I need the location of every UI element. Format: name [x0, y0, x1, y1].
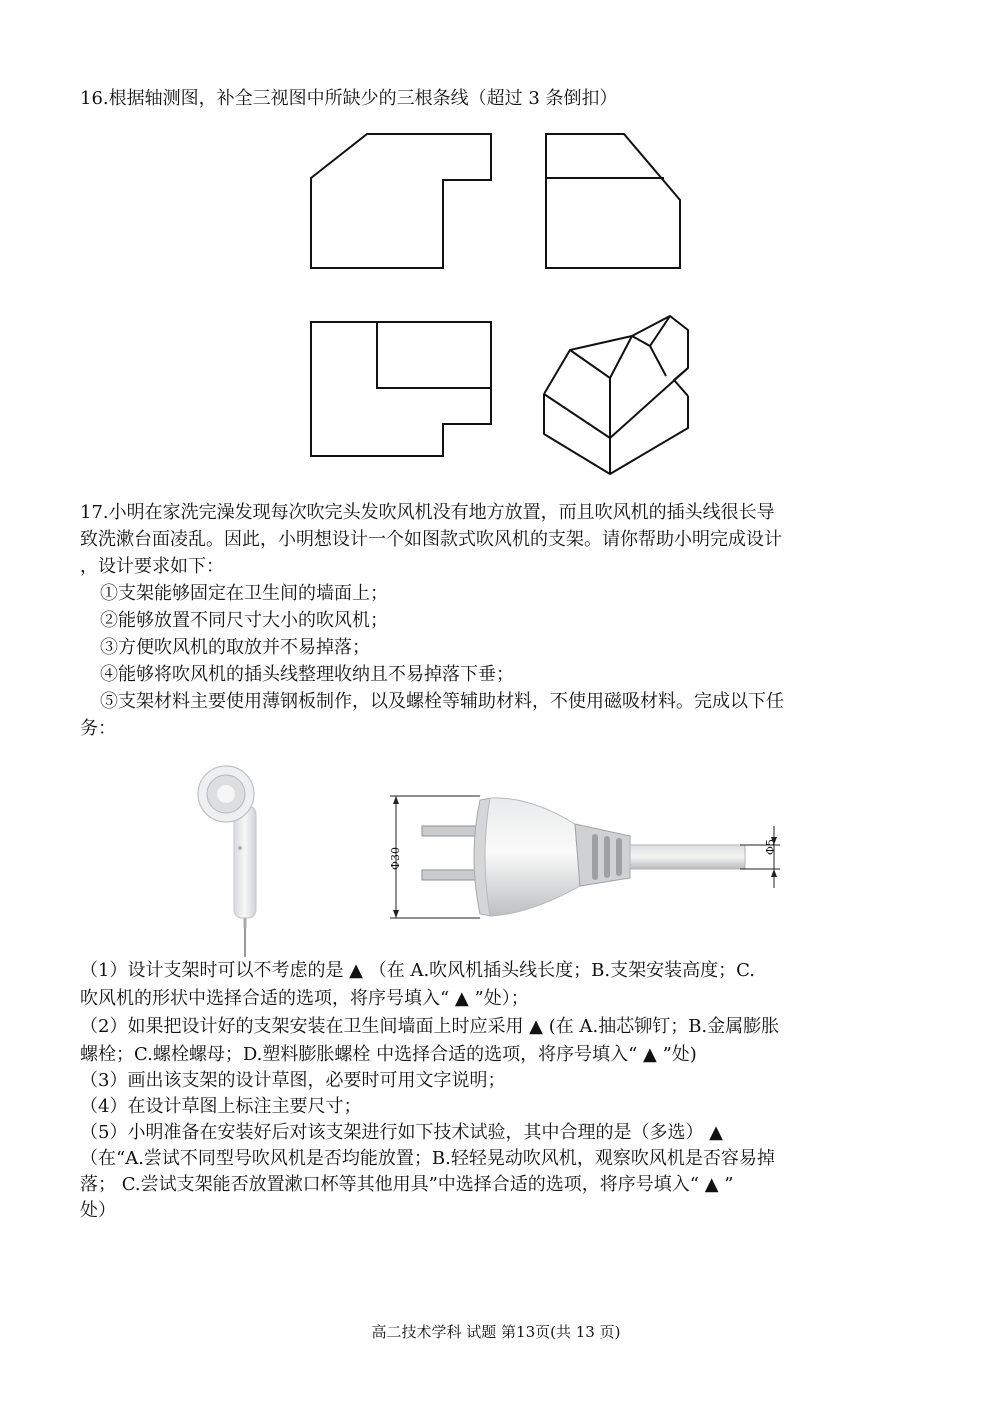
q16-prompt: 16.根据轴测图，补全三视图中所缺少的三根条线（超过 3 条倒扣）	[80, 88, 618, 109]
task-line: （在“A.尝试不同型号吹风机是否均能放置；B.轻轻晃动吹风机，观察吹风机是否容易掉	[80, 1148, 775, 1169]
q17-requirement: ①支架能够固定在卫生间的墙面上；	[100, 583, 388, 604]
q17-requirement: ②能够放置不同尺寸大小的吹风机；	[100, 610, 388, 631]
q17-intro-line: 17.小明在家洗完澡发现每次吹完头发吹风机没有地方放置，而且吹风机的插头线很长导	[80, 502, 775, 523]
task-line: （3）画出该支架的设计草图，必要时可用文字说明；	[80, 1070, 506, 1091]
q17-requirement-tail: 务：	[80, 718, 116, 739]
front-view-drawing	[305, 128, 495, 273]
task-line: 落； C.尝试支架能否放置漱口杯等其他用具”中选择合适的选项，将序号填入“ ▲ ”	[80, 1174, 734, 1195]
top-view-drawing	[305, 316, 495, 461]
hair-dryer-image	[190, 762, 280, 957]
task-line: （2）如果把设计好的支架安装在卫生间墙面上时应采用 ▲ (在 A.抽芯铆钉；B.金属膨胀	[80, 1016, 780, 1037]
task-line: （4）在设计草图上标注主要尺寸；	[80, 1096, 362, 1117]
task-line: （5）小明准备在安装好后对该支架进行如下技术试验，其中合理的是（多选） ▲	[80, 1122, 724, 1143]
page-footer: 高二技术学科 试题 第13页(共 13 页)	[371, 1323, 621, 1341]
task-line: 处）	[80, 1200, 116, 1221]
task-line: 螺栓；C.螺栓螺母；D.塑料膨胀螺栓 中选择合适的选项，将序号填入“ ▲ ”处)	[80, 1044, 697, 1065]
q17-intro-line: ，设计要求如下：	[80, 556, 224, 577]
q17-requirement: ④能够将吹风机的插头线整理收纳且不易掉落下垂；	[100, 664, 514, 685]
q17-requirement: ⑤支架材料主要使用薄钢板制作，以及螺栓等辅助材料，不使用磁吸材料。完成以下任	[100, 691, 784, 712]
task-line: （1）设计支架时可以不考虑的是 ▲ （在 A.吹风机插头线长度；B.支架安装高度；C.	[80, 960, 755, 981]
cable-diameter-label: Φ5	[764, 838, 777, 855]
task-line: 吹风机的形状中选择合适的选项，将序号填入“ ▲ ”处）；	[80, 988, 529, 1009]
plug-dimension-drawing	[380, 790, 800, 925]
plug-diameter-label: Φ30	[389, 846, 402, 870]
side-view-drawing	[540, 128, 690, 273]
q17-intro-line: 致洗漱台面凌乱。因此，小明想设计一个如图款式吹风机的支架。请你帮助小明完成设计	[80, 529, 782, 550]
isometric-drawing	[538, 310, 698, 485]
q17-requirement: ③方便吹风机的取放并不易掉落；	[100, 637, 370, 658]
